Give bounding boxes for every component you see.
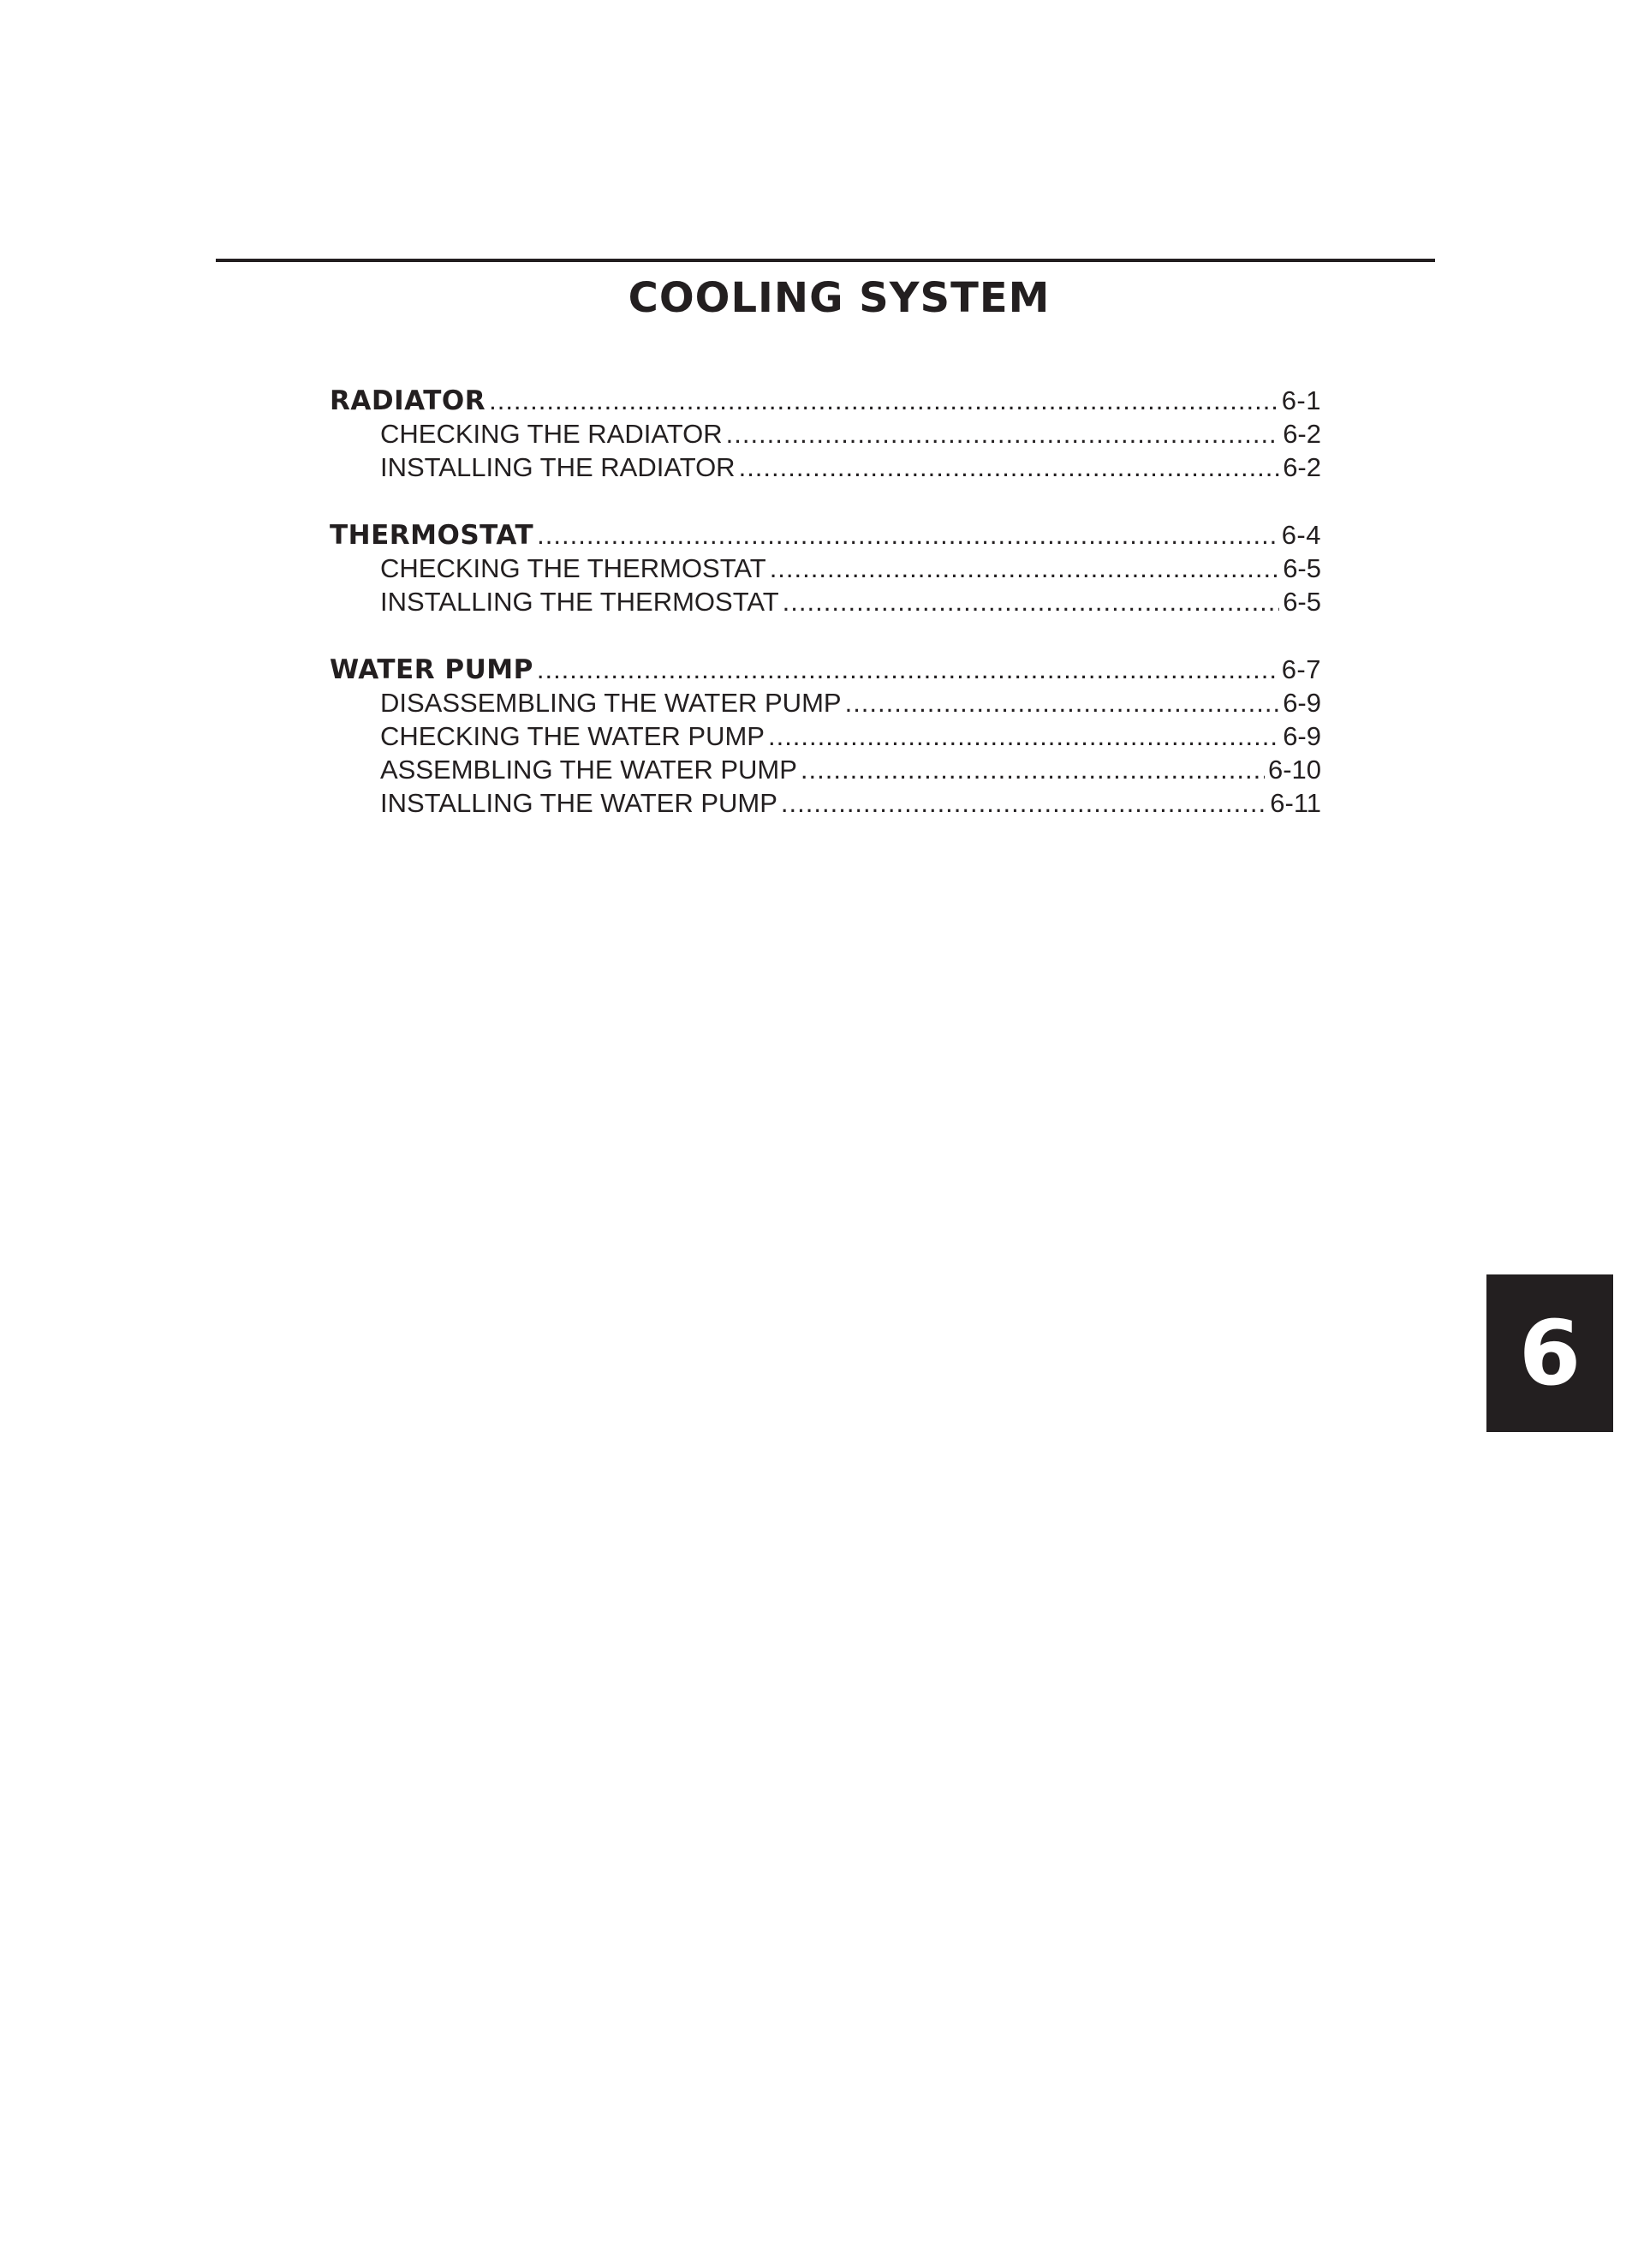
toc-entry-title: CHECKING THE THERMOSTAT [380, 553, 766, 583]
toc-entry-checking-the-thermostat[interactable] [330, 552, 1321, 585]
toc-entry-thermostat[interactable] [330, 518, 1321, 552]
toc-entry-title: DISASSEMBLING THE WATER PUMP [380, 688, 842, 718]
toc-section-thermostat [330, 518, 1331, 618]
toc-entry-radiator[interactable] [330, 384, 1321, 417]
toc-section-radiator [330, 384, 1331, 484]
chapter-tab [1486, 1274, 1613, 1432]
toc-entry-assembling-the-water-pump[interactable] [330, 753, 1321, 786]
toc-entry-installing-the-thermostat[interactable] [330, 585, 1321, 618]
toc-entry-page: 6-7 [1281, 654, 1321, 684]
toc-entry-installing-the-radiator[interactable] [330, 451, 1321, 484]
toc-entry-title: ASSEMBLING THE WATER PUMP [380, 755, 797, 785]
table-of-contents [330, 384, 1331, 854]
toc-entry-page: 6-9 [1283, 688, 1321, 718]
toc-entry-water-pump[interactable] [330, 653, 1321, 686]
dot-leader [770, 552, 1280, 585]
toc-entry-title: WATER PUMP [330, 654, 533, 685]
toc-entry-page: 6-2 [1283, 452, 1321, 482]
top-rule [216, 259, 1435, 262]
dot-leader [781, 786, 1266, 820]
dot-leader [768, 719, 1279, 753]
chapter-tab-number: 6 [1518, 1301, 1581, 1406]
toc-entry-checking-the-water-pump[interactable] [330, 719, 1321, 753]
toc-entry-page: 6-11 [1270, 788, 1321, 818]
toc-entry-title: RADIATOR [330, 385, 486, 416]
toc-entry-page: 6-5 [1283, 587, 1321, 617]
toc-entry-page: 6-10 [1267, 755, 1321, 785]
dot-leader [801, 753, 1265, 786]
toc-entry-page: 6-1 [1281, 385, 1321, 415]
chapter-title: COOLING SYSTEM [628, 274, 1051, 322]
toc-entry-title: INSTALLING THE THERMOSTAT [380, 587, 779, 617]
dot-leader [489, 384, 1278, 417]
dot-leader [783, 585, 1280, 618]
toc-entry-installing-the-water-pump[interactable] [330, 786, 1321, 820]
toc-entry-disassembling-the-water-pump[interactable] [330, 686, 1321, 719]
toc-entry-title: INSTALLING THE RADIATOR [380, 452, 736, 482]
toc-entry-page: 6-9 [1283, 721, 1321, 751]
dot-leader [845, 686, 1280, 719]
toc-entry-title: INSTALLING THE WATER PUMP [380, 788, 777, 818]
toc-entry-page: 6-4 [1281, 520, 1321, 550]
toc-entry-page: 6-2 [1283, 419, 1321, 449]
toc-entry-title: THERMOSTAT [330, 520, 534, 551]
toc-entry-page: 6-5 [1283, 553, 1321, 583]
dot-leader [537, 518, 1278, 552]
toc-entry-checking-the-radiator[interactable] [330, 417, 1321, 451]
toc-entry-title: CHECKING THE WATER PUMP [380, 721, 765, 751]
dot-leader [739, 451, 1280, 484]
dot-leader [726, 417, 1280, 451]
toc-entry-title: CHECKING THE RADIATOR [380, 419, 723, 449]
dot-leader [537, 653, 1278, 686]
toc-section-water-pump [330, 653, 1331, 820]
